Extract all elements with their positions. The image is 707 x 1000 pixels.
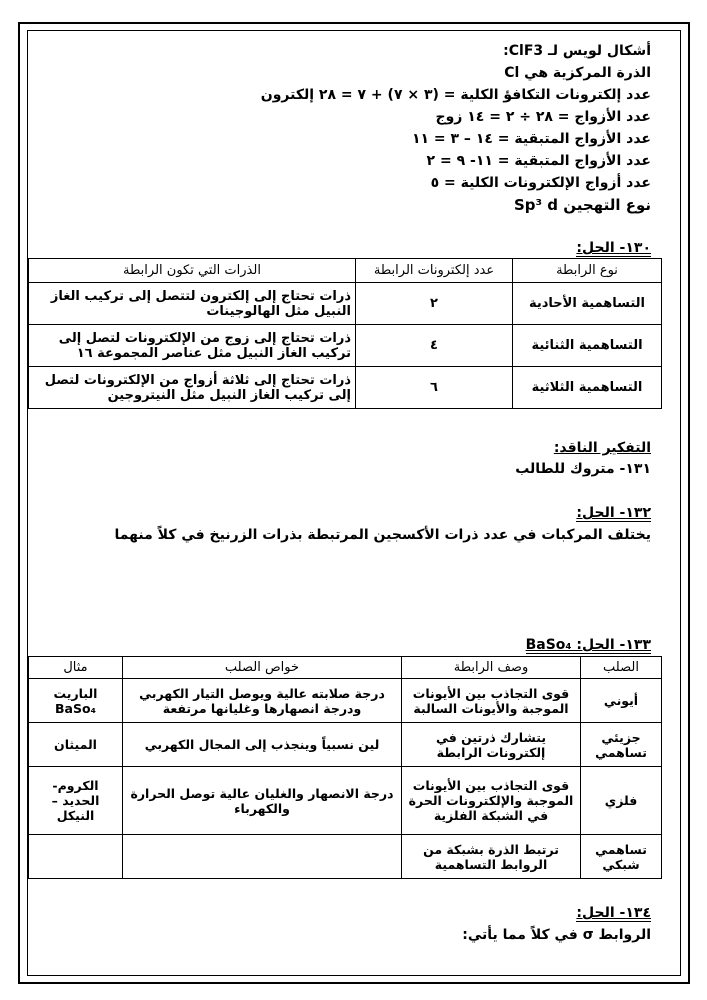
table-cell: قوى التجاذب بين الأيونات الموجبة والأيونات السالبة (402, 679, 581, 723)
table-cell: ترتبط الذرة بشبكة من الروابط التساهمية (402, 835, 581, 879)
lewis-line: عدد إلكترونات التكافؤ الكلية = (٣ × ٧) + ٧ = ٢٨ إلكترون (260, 87, 651, 103)
q130-heading: ١٣٠- الحل: (576, 240, 651, 256)
table-cell: ٦ (356, 367, 513, 409)
table-cell: الكروم- الحديد – النيكل (29, 767, 123, 835)
lewis-line: نوع التهجين Sp³ d (513, 196, 651, 214)
table-header: نوع الرابطة (513, 259, 662, 283)
table-cell: تساهمي شبكي (581, 835, 662, 879)
table-row (29, 283, 662, 325)
table-cell: التساهمية الأحادية (513, 283, 662, 325)
table-header: وصف الرابطة (402, 657, 581, 679)
q132-heading: ١٣٢- الحل: (576, 505, 651, 521)
q133-heading: ١٣٣- الحل: BaSo₄ (525, 637, 651, 653)
table-header: خواص الصلب (123, 657, 402, 679)
table-cell: أيوني (581, 679, 662, 723)
table-cell: ٤ (356, 325, 513, 367)
table-cell: يتشارك ذرتين في إلكترونات الرابطة (402, 723, 581, 767)
lewis-line: الذرة المركزية هي Cl (504, 65, 651, 81)
table-cell: درجة صلابته عالية ويوصل التيار الكهربي ودرجة انصهارها وغليانها مرتفعة (123, 679, 402, 723)
table-cell: درجة الانصهار والغليان عالية توصل الحرارة والكهرباء (123, 767, 402, 835)
table-cell: الباريت BaSo₄ (29, 679, 123, 723)
bond-types-table (28, 258, 662, 409)
table-header: مثال (29, 657, 123, 679)
table-cell: قوى التجاذب بين الأيونات الموجبة والإلكترونات الحرة في الشبكة الفلزية (402, 767, 581, 835)
table-cell: التساهمية الثنائية (513, 325, 662, 367)
table-row (29, 835, 662, 879)
table-cell: ذرات تحتاج إلى إلكترون لتتصل إلى تركيب الغاز النبيل مثل الهالوجينات (29, 283, 356, 325)
table-header: عدد إلكترونات الرابطة (356, 259, 513, 283)
q131-text: ١٣١- متروك للطالب (515, 461, 651, 477)
table-row (29, 325, 662, 367)
lewis-line: عدد أزواج الإلكترونات الكلية = ٥ (430, 175, 651, 191)
lewis-line: عدد الأزواج المتبقية = ١٤ – ٣ = ١١ (411, 131, 651, 147)
table-row (29, 367, 662, 409)
table-row (29, 723, 662, 767)
critical-thinking-heading: التفكير الناقد: (553, 440, 651, 456)
table-row (29, 679, 662, 723)
lewis-line: أشكال لويس لـ ClF3: (503, 43, 651, 59)
lewis-line: عدد الأزواج المتبقية = ١١- ٩ = ٢ (426, 153, 651, 169)
table-cell (29, 835, 123, 879)
table-cell: الميثان (29, 723, 123, 767)
table-header: الصلب (581, 657, 662, 679)
table-cell: لين نسبياً وينجذب إلى المجال الكهربي (123, 723, 402, 767)
table-cell: ذرات تحتاج إلى ثلاثة أزواج من الإلكترونات لتصل إلى تركيب الغاز النبيل مثل النيتروجين (29, 367, 356, 409)
lewis-section (261, 40, 651, 216)
table-cell: التساهمية الثلاثية (513, 367, 662, 409)
table-cell: فلزي (581, 767, 662, 835)
q132-text: يختلف المركبات في عدد ذرات الأكسجين المرتبطة بذرات الزرنيخ في كلاً منهما (114, 527, 651, 543)
table-header: الذرات التي تكون الرابطة (29, 259, 356, 283)
table-cell (123, 835, 402, 879)
lewis-line: عدد الأزواج = ٢٨ ÷ ٢ = ١٤ زوج (435, 109, 651, 125)
solids-table (28, 656, 662, 879)
q134-text: الروابط σ في كلاً مما يأتي: (462, 927, 651, 943)
table-row (29, 767, 662, 835)
table-cell: ذرات تحتاج إلى زوج من الإلكترونات لتصل إلى تركيب الغاز النبيل مثل عناصر المجموعة ١٦ (29, 325, 356, 367)
table-cell: جزيئي تساهمي (581, 723, 662, 767)
table-cell: ٢ (356, 283, 513, 325)
q134-heading: ١٣٤- الحل: (576, 905, 651, 921)
